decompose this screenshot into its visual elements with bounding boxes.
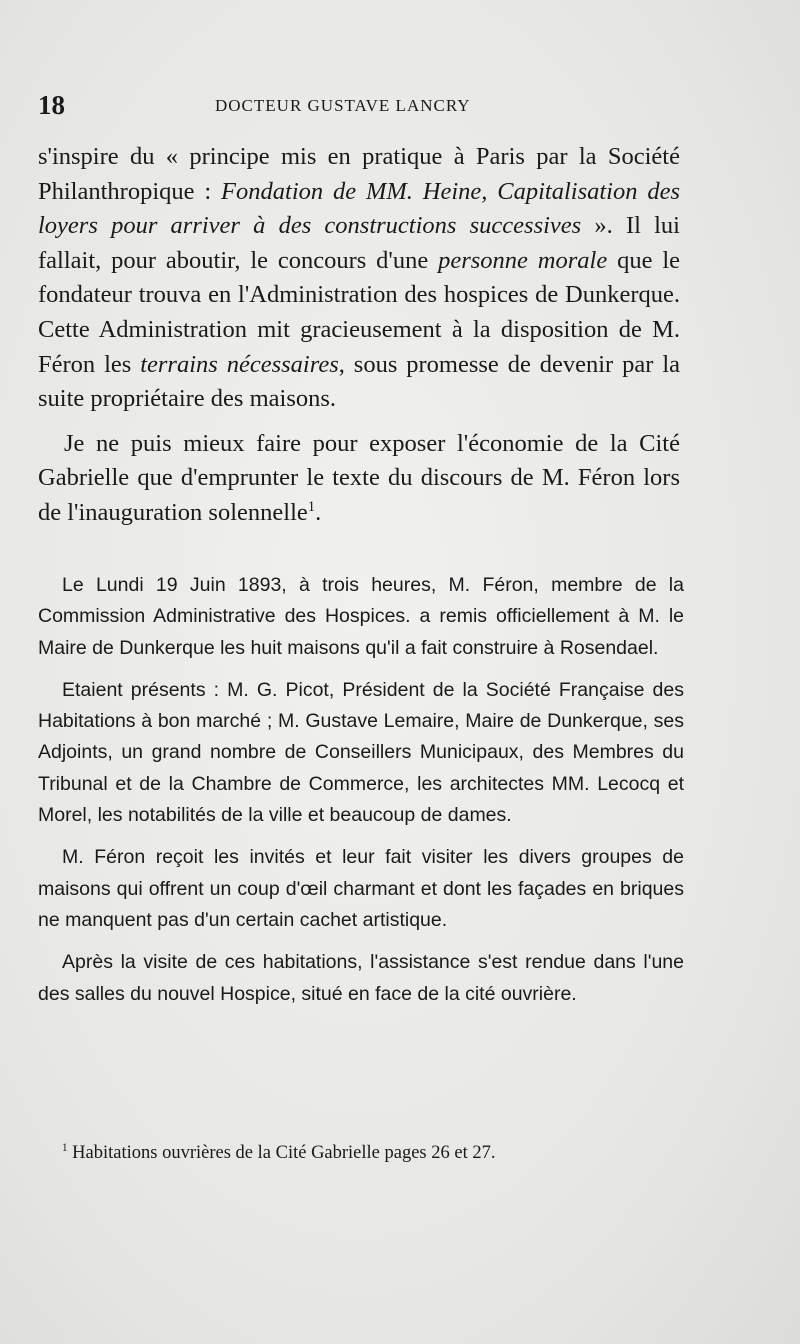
quoted-speech [38,570,684,1021]
p1-text-1: s'inspire du « principe mis en pratique à Paris par la Société Philanthropique : [38,143,680,205]
p1-italic-2: personne morale [438,246,608,274]
main-text [38,140,680,531]
p1-italic-3: terrains nécessaires [140,350,339,378]
page-header [38,90,758,120]
footnote-reference: 1 [307,498,316,515]
quote-paragraph-1: Le Lundi 19 Juin 1893, à trois heures, M. Féron, membre de la Commission Administrative des Hospices. a remis officiellement à M. le Maire de Dunkerque les huit maisons qu'il a fait construire à Rosendael. [38,574,684,659]
page-number: 18 [38,90,65,120]
quote-paragraph-3: M. Féron reçoit les invités et leur fait visiter les divers groupes de maisons qui offrent un coup d'œil charmant et dont les façades en briques ne manquent pas d'un certain cachet artistique. [38,846,684,931]
quote-paragraph-2: Etaient présents : M. G. Picot, Président de la Société Française des Habitations à bon marché ; M. Gustave Lemaire, Maire de Dunkerque, ses Adjoints, un grand nombre de Conseillers Municipaux, des Membres du Tribunal et de la Chambre de Commerce, les architectes MM. Lecocq et Morel, les notabilités de la ville et beaucoup de dames. [38,678,684,827]
p1-text-3: que le fondateur trouva en l'Administration des hospices de Dunkerque. Cette Administration mit gracieusement à la disposition de M. Féron les [38,246,680,378]
paragraph-1 [38,140,680,417]
paragraph-2 [38,427,680,531]
running-head: DOCTEUR GUSTAVE LANCRY [215,96,471,115]
p1-text-4: , sous promesse de devenir par la suite propriétaire des maisons. [38,350,681,413]
footnote-marker: 1 [62,1141,68,1154]
quote-paragraph-4: Après la visite de ces habitations, l'assistance s'est rendue dans l'une des salles du nouvel Hospice, situé en face de la cité ouvrière. [38,951,684,1005]
p2-text: Je ne puis mieux faire pour exposer l'économie de la Cité Gabrielle que d'emprunter le texte du discours de M. Féron lors de l'inauguration solennelle [38,429,680,526]
footnote-text: Habitations ouvrières de la Cité Gabrielle pages 26 et 27. [67,1143,496,1163]
p1-italic-1: Fondation de MM. Heine, Capitalisation des loyers pour arriver à des constructions successives [38,177,680,240]
p2-end: . [315,498,322,526]
p1-text-2: ». Il lui fallait, pour aboutir, le concours d'une [38,212,680,274]
footnote [62,1140,682,1166]
